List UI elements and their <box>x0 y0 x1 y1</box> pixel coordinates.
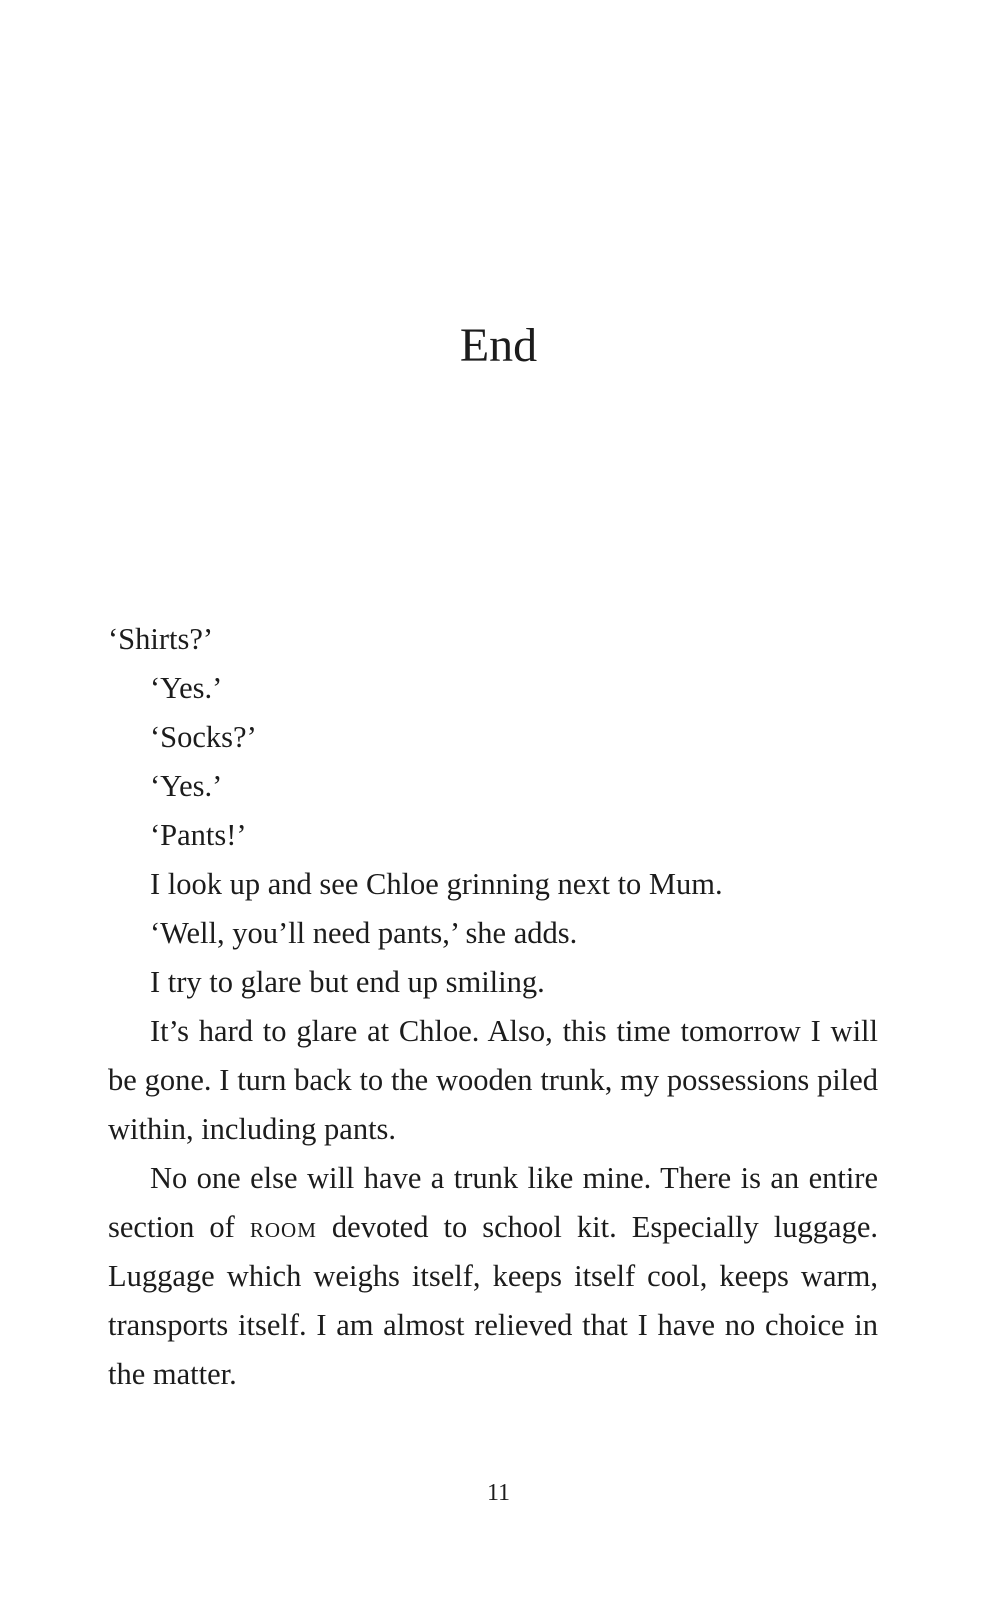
chapter-title: End <box>459 319 538 372</box>
paragraph: ‘Yes.’ <box>150 769 223 803</box>
paragraph: ‘Shirts?’ <box>108 622 214 656</box>
paragraph: ‘Yes.’ <box>150 671 223 705</box>
room-smallcaps: room <box>249 1210 317 1244</box>
paragraph-text: No one else will have a trunk like mine. There is an entire section of <box>108 1161 878 1244</box>
paragraph: It’s hard to glare at Chloe. Also, this time tomorrow I will be gone. I turn back to the wooden trunk, my possessions piled within, including pants. <box>108 1014 878 1146</box>
body-text <box>108 615 878 1399</box>
paragraph: I look up and see Chloe grinning next to Mum. <box>150 867 723 901</box>
paragraph: I try to glare but end up smiling. <box>150 965 545 999</box>
paragraph: ‘Pants!’ <box>150 818 247 852</box>
paragraph: ‘Well, you’ll need pants,’ she adds. <box>150 916 578 950</box>
paragraph: ‘Socks?’ <box>150 720 257 754</box>
paragraph-text: devoted to school kit. Especially luggage. Luggage which weighs itself, keeps itself cool, keeps warm, transports itself. I am almost relieved that I have no choice in the matter. <box>108 1210 878 1391</box>
page-number: 11 <box>486 1480 511 1506</box>
paragraph <box>108 1154 878 1399</box>
